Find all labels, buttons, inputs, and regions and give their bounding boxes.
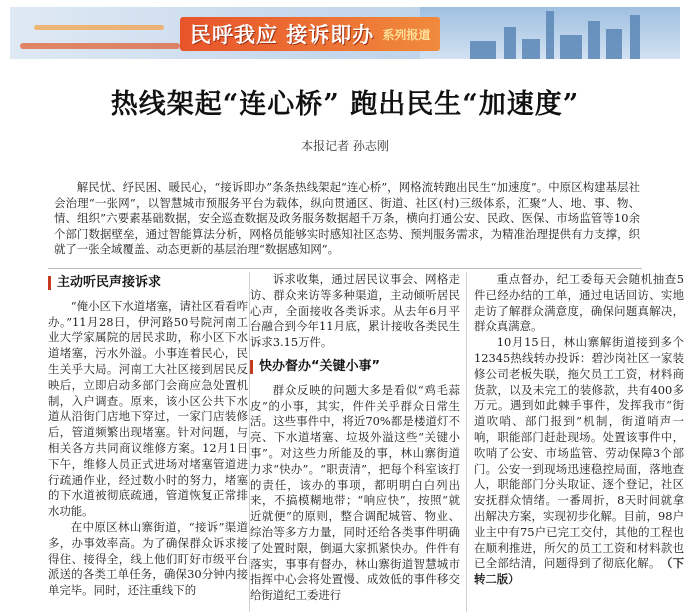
subheading-marker: [250, 360, 253, 374]
banner-building: [560, 35, 582, 59]
banner-building: [522, 39, 540, 59]
series-banner: [10, 7, 680, 59]
subheading-text: 主动听民声接诉求: [57, 275, 162, 290]
series-tag: 系列报道: [382, 27, 431, 42]
banner-building: [588, 21, 600, 59]
article-column-2: [250, 272, 460, 604]
article-headline: 热线架起“连心桥” 跑出民生“加速度”: [110, 89, 580, 120]
article-lead: 解民忧、纾民困、暖民心，“接诉即办”条条热线架起“连心桥”，网格流转跑出民生“加速度”。中原区构建基层社会治理“一张网”，以智慧城市预服务平台为载体，纵向贯通区、街道、社区(村)三级体系，汇聚“人、地、事、物、情、组织”六要素基础数据，安全巡查数据及政务服务数据超千万条，横向打通公安、民政、医保、市场监管等10余个部门数据壁垒，通过智能算法分析，网格员能够实时感知社区态势、预判服务需求，为精准治理提供有力支撑，织就了一张全域覆盖、动态更新的基层治理“数据感知网”。: [54, 180, 640, 257]
subheading-marker: [48, 276, 51, 290]
section-divider: [48, 268, 642, 269]
banner-building: [630, 15, 640, 59]
banner-title-bar: [180, 17, 440, 51]
paragraph: 群众反映的问题大多是看似“鸡毛蒜皮”的小事，其实，件件关乎群众日常生活。这些事件中，将近70%都是楼道灯不亮、下水道堵塞、垃圾外溢这些“关键小事”。对这些力所能及的事，林山寨街道力求“快办”。“职责清”，把每个科室该打的责任，该办的事项，都明明白白列出来，不搞模糊地带；“响应快”，按照“就近就便”的原则，整合调配城管、物业、综治等多方力量，同时还给各类事件明确了处置时限，倒逼大家抓紧快办。件件有落实，事事有督办，林山寨街道智慧城市指挥中心会将处置慢、成效低的事件移交给街道纪工委进行: [250, 382, 460, 603]
paragraph-text: 10月15日，林山寨解街道接到多个12345热线转办投诉：碧沙岗社区一家装修公司老板失联，拖欠员工工资，材料商货款，以及未完工的装修款，共有400多万元。遇到如此棘手事件，发挥我市“街道吹哨、部门报到”机制，街道哨声一响，职能部门赶赴现场。处置该事件中，吹哨了公安、市场监管、劳动保障3个部门。公安一到现场迅速稳控局面，落地查人，职能部门分头取证、逐个登记，社区安抚群众情绪。一番周折，8天时间就拿出解决方案，实现初步化解。目前，98户业主中有75户已完工交付，其他的工程也在顺利推进，所欠的员工工资和材料款也已全部结清，问题得到了彻底化解。: [474, 335, 684, 571]
paragraph: “俺小区下水道堵塞，请社区看看咋办。”11月28日，伊河路50号院河南工业大学家属院的居民求助，称小区下水道堵塞，污水外溢。小事连着民心，民生关乎大局。河南工大社区接到居民反映后，立即启动多部门会商应急处置机制，入户调查。原来，该小区公共下水道从沿街门店地下穿过，一家门店装修后，管道频繁出现堵塞。针对问题，与相关各方共同商议维修方案。12月1日下午，维修人员正式进场对堵塞管道进行疏通作业，经过数小时的努力，堵塞的下水道被彻底疏通，管道恢复正常排水功能。: [48, 298, 248, 519]
subheading: [250, 359, 460, 375]
article-column-3: [474, 272, 684, 588]
banner-building: [606, 29, 622, 59]
banner-building: [470, 41, 496, 59]
article-column-1: [48, 275, 248, 599]
paragraph: 诉求收集，通过居民议事会、网格走访、群众来访等多种渠道，主动倾听居民心声，全面接收各类诉求。从去年6月平台融合到今年11月底，累计接收各类民生诉求3.15万件。: [250, 272, 460, 350]
article-byline: 本报记者 孙志刚: [301, 139, 389, 153]
banner-ribbon: [20, 43, 180, 49]
banner-ribbon: [34, 25, 164, 30]
banner-title: 民呼我应 接诉即办: [190, 23, 375, 47]
subheading: [48, 275, 248, 291]
banner-building: [504, 27, 516, 59]
banner-building: [546, 11, 554, 59]
paragraph: 在中原区林山寨街道，“接诉”渠道多，办事效率高。为了确保群众诉求接得住、接得全，线上他们盯好市级平台派送的各类工单任务，确保30分钟内接单完毕。同时，还注重线下的: [48, 519, 248, 598]
column-divider: [466, 272, 467, 612]
paragraph: [474, 335, 684, 588]
paragraph: 重点督办，纪工委每天会随机抽查5件已经办结的工单，通过电话回访、实地走访了解群众满意度，确保问题真解决，群众真满意。: [474, 272, 684, 334]
subheading-text: 快办督办“关键小事”: [259, 358, 381, 374]
continued-on-page: （下转二版）: [474, 556, 684, 587]
